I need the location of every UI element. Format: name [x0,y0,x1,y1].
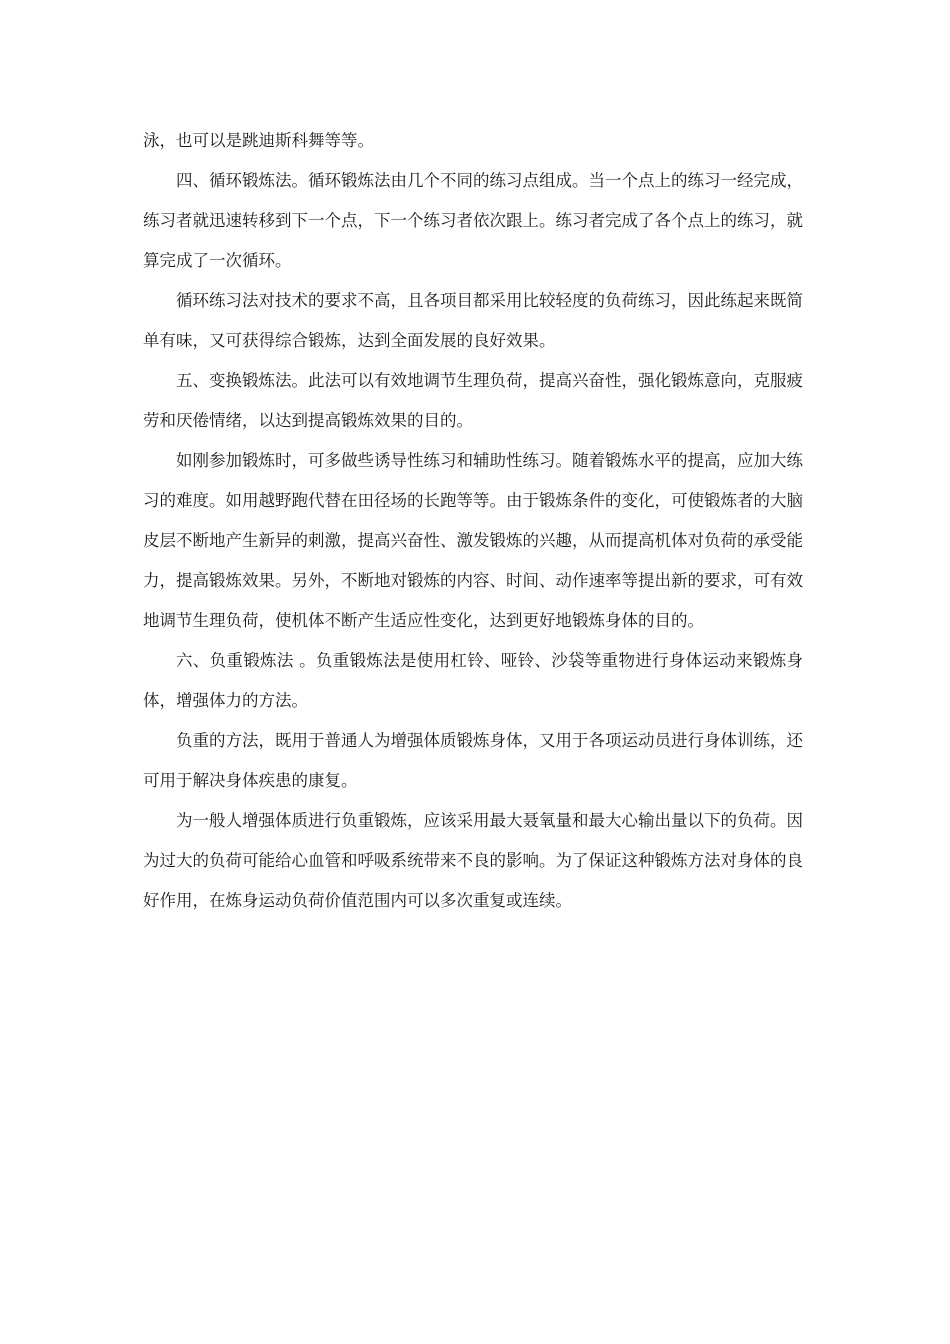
paragraph-2: 四、循环锻炼法。循环锻炼法由几个不同的练习点组成。当一个点上的练习一经完成，练习者就迅速转移到下一个点，下一个练习者依次跟上。练习者完成了各个点上的练习，就算完成了一次循环。 [143,171,803,270]
paragraph-4: 五、变换锻炼法。此法可以有效地调节生理负荷，提高兴奋性，强化锻炼意向，克服疲劳和厌倦情绪，以达到提高锻炼效果的目的。 [143,371,803,430]
paragraph-3: 循环练习法对技术的要求不高，且各项目都采用比较轻度的负荷练习，因此练起来既简单有味，又可获得综合锻炼，达到全面发展的良好效果。 [143,291,803,350]
paragraph-6: 六、负重锻炼法 。负重锻炼法是使用杠铃、哑铃、沙袋等重物进行身体运动来锻炼身体，增强体力的方法。 [143,651,803,710]
paragraph-1: 泳，也可以是跳迪斯科舞等等。 [143,131,374,150]
paragraph-7: 负重的方法，既用于普通人为增强体质锻炼身体，又用于各项运动员进行身体训练，还可用于解决身体疾患的康复。 [143,731,803,790]
paragraph-5: 如刚参加锻炼时，可多做些诱导性练习和辅助性练习。随着锻炼水平的提高，应加大练习的难度。如用越野跑代替在田径场的长跑等等。由于锻炼条件的变化，可使锻炼者的大脑皮层不断地产生新异的刺激，提高兴奋性、激发锻炼的兴趣，从而提高机体对负荷的承受能力，提高锻炼效果。另外，不断地对锻炼的内容、时间、动作速率等提出新的要求，可有效地调节生理负荷，使机体不断产生适应性变化，达到更好地锻炼身体的目的。 [143,451,803,630]
paragraph-8: 为一般人增强体质进行负重锻炼，应该采用最大聂氧量和最大心输出量以下的负荷。因为过大的负荷可能给心血管和呼吸系统带来不良的影响。为了保证这种锻炼方法对身体的良好作用，在炼身运动负荷价值范围内可以多次重复或连续。 [143,811,803,910]
document-body [143,121,803,921]
